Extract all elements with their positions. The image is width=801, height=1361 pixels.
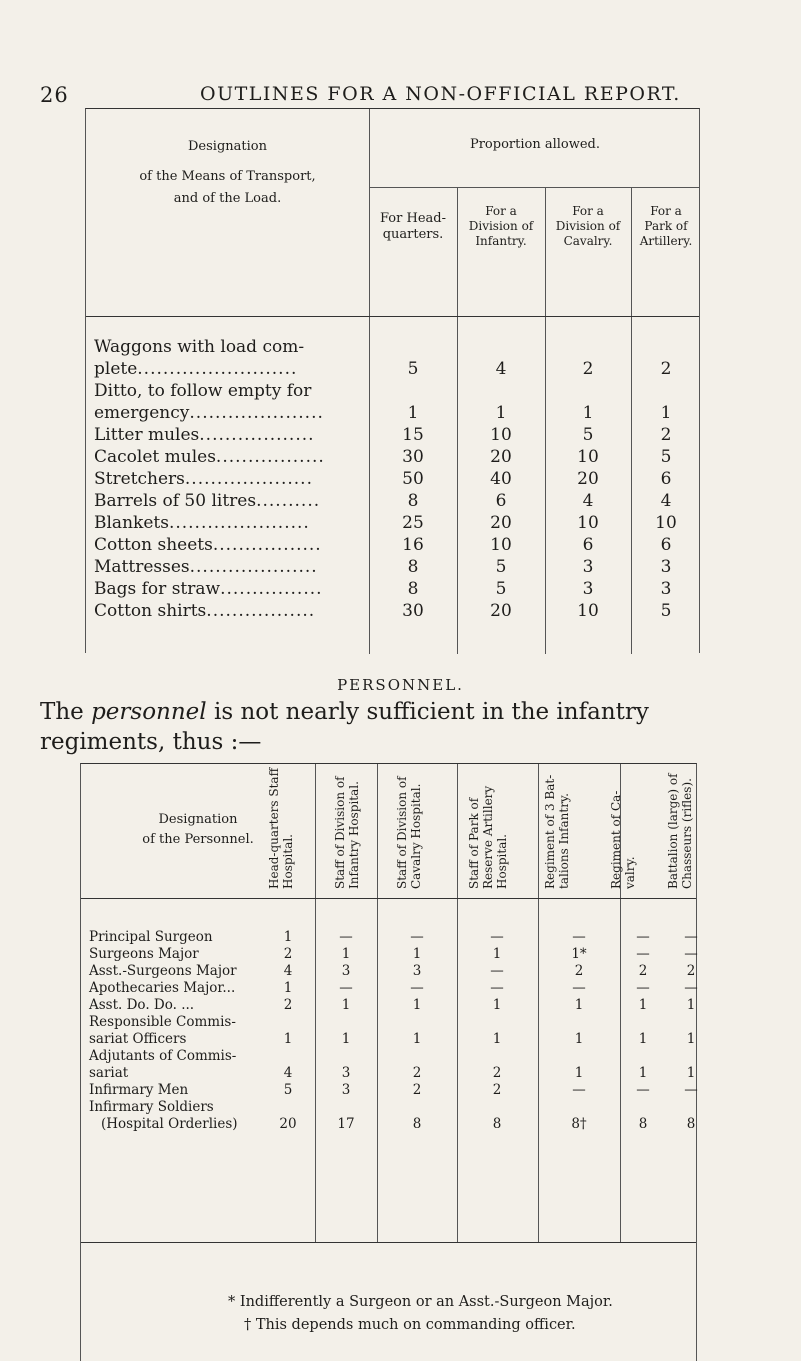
- transport-value: 30: [402, 447, 424, 467]
- personnel-value: 2: [283, 946, 293, 962]
- personnel-row-label: Asst. Do. Do. ...: [89, 997, 195, 1013]
- footnote-2: † This depends much on commanding officer.: [244, 1317, 576, 1333]
- personnel-value: 1: [283, 1031, 293, 1047]
- personnel-value: 8: [492, 1116, 502, 1132]
- designation-header-1: Designation: [188, 139, 267, 154]
- transport-row-label: Mattresses....................: [94, 557, 318, 577]
- personnel-value: —: [636, 946, 650, 962]
- personnel-col-header: Cavalry Hospital.: [409, 783, 423, 889]
- personnel-col-header: Regiment of 3 Bat-: [543, 774, 557, 889]
- leader-dots: .................: [206, 601, 316, 621]
- transport-value: 6: [660, 535, 672, 555]
- personnel-value: —: [490, 963, 504, 979]
- personnel-row-label: Infirmary Soldiers: [89, 1099, 214, 1115]
- col-hq-1: For Head-: [380, 211, 446, 226]
- transport-value: 8: [407, 579, 419, 599]
- transport-row-label: Blankets......................: [94, 513, 310, 533]
- transport-value: 30: [402, 601, 424, 621]
- col-art-1: For a: [650, 204, 682, 218]
- transport-value: 20: [490, 447, 512, 467]
- personnel-value: 2: [283, 997, 293, 1013]
- proportion-header: Proportion allowed.: [469, 137, 601, 152]
- personnel-value: 2: [638, 963, 648, 979]
- personnel-value: 1: [686, 1031, 696, 1047]
- transport-value: 4: [660, 491, 672, 511]
- personnel-value: 1: [412, 946, 422, 962]
- transport-value: 10: [490, 425, 512, 445]
- personnel-value: 2: [492, 1082, 502, 1098]
- personnel-col-header: Staff of Park of: [467, 797, 481, 889]
- personnel-value: —: [490, 980, 504, 996]
- personnel-col-header: Reserve Artillery: [481, 785, 495, 889]
- transport-value: 1: [582, 403, 594, 423]
- personnel-table: [80, 763, 697, 1361]
- personnel-row-label: Surgeons Major: [89, 946, 199, 962]
- personnel-value: —: [684, 929, 698, 945]
- transport-row-label: Cacolet mules.................: [94, 447, 325, 467]
- personnel-value: —: [684, 946, 698, 962]
- personnel-value: 1: [574, 997, 584, 1013]
- personnel-value: 1: [638, 997, 648, 1013]
- transport-row-label: Barrels of 50 litres..........: [94, 491, 321, 511]
- transport-value: 3: [582, 579, 594, 599]
- transport-value: 25: [402, 513, 424, 533]
- transport-row-label: Stretchers....................: [94, 469, 313, 489]
- personnel-value: 4: [283, 963, 293, 979]
- personnel-row-label: Asst.-Surgeons Major: [89, 963, 237, 979]
- transport-value: 10: [655, 513, 677, 533]
- transport-value: 20: [490, 513, 512, 533]
- personnel-value: 1: [412, 997, 422, 1013]
- col-cav-2: Division of: [555, 219, 621, 233]
- col-art-3: Artillery.: [639, 234, 693, 248]
- transport-value: 5: [582, 425, 594, 445]
- transport-value: 5: [660, 447, 672, 467]
- personnel-value: —: [410, 929, 424, 945]
- transport-value: 5: [407, 359, 419, 379]
- col-hq-2: quarters.: [382, 227, 444, 242]
- col-inf-3: Infantry.: [475, 234, 527, 248]
- transport-value: 20: [577, 469, 599, 489]
- transport-value: 10: [577, 447, 599, 467]
- transport-value: 1: [660, 403, 672, 423]
- leader-dots: .....................: [189, 403, 324, 423]
- personnel-col-header: Head-quarters Staff: [267, 767, 281, 889]
- personnel-value: —: [490, 929, 504, 945]
- transport-value: 6: [582, 535, 594, 555]
- personnel-value: 1: [492, 1031, 502, 1047]
- personnel-col-header: Hospital.: [495, 834, 509, 889]
- personnel-value: 4: [283, 1065, 293, 1081]
- personnel-value: 5: [283, 1082, 293, 1098]
- personnel-value: —: [572, 1082, 586, 1098]
- personnel-value: —: [572, 929, 586, 945]
- personnel-value: 1: [492, 946, 502, 962]
- leader-dots: ................: [220, 579, 323, 599]
- personnel-row-label: Apothecaries Major...: [89, 980, 236, 996]
- transport-value: 4: [495, 359, 507, 379]
- transport-value: 16: [402, 535, 424, 555]
- personnel-row-label: sariat: [89, 1065, 129, 1081]
- col-cav-1: For a: [572, 204, 604, 218]
- col-inf-2: Division of: [468, 219, 534, 233]
- transport-value: 5: [660, 601, 672, 621]
- personnel-row-label: Principal Surgeon: [89, 929, 213, 945]
- personnel-row-label: Adjutants of Commis-: [89, 1048, 237, 1064]
- transport-value: 10: [490, 535, 512, 555]
- transport-value: 40: [490, 469, 512, 489]
- transport-value: 5: [495, 579, 507, 599]
- personnel-value: —: [339, 980, 353, 996]
- personnel-col-header: Infantry Hospital.: [347, 781, 361, 889]
- personnel-col-header: Staff of Division of: [395, 776, 409, 889]
- running-title: OUTLINES FOR A NON-OFFICIAL REPORT.: [200, 83, 681, 105]
- transport-value: 1: [495, 403, 507, 423]
- transport-row-label: Ditto, to follow empty for: [94, 381, 312, 401]
- personnel-value: 1: [492, 997, 502, 1013]
- paragraph-text-start: The: [40, 699, 92, 725]
- personnel-value: 1: [412, 1031, 422, 1047]
- col-art-2: Park of: [644, 219, 688, 233]
- personnel-col-header: Battalion (large) of: [666, 773, 680, 889]
- personnel-value: 1*: [571, 946, 587, 962]
- personnel-value: 8: [412, 1116, 422, 1132]
- personnel-value: 8: [686, 1116, 696, 1132]
- transport-value: 2: [660, 359, 672, 379]
- personnel-value: 8†: [571, 1116, 587, 1132]
- personnel-value: —: [636, 929, 650, 945]
- personnel-designation-1: Designation: [158, 812, 238, 827]
- personnel-row-label: Infirmary Men: [89, 1082, 189, 1098]
- personnel-value: 2: [412, 1082, 422, 1098]
- personnel-value: 2: [492, 1065, 502, 1081]
- personnel-col-header: talions Infantry.: [557, 793, 571, 889]
- transport-value: 8: [407, 491, 419, 511]
- leader-dots: .................: [215, 447, 325, 467]
- personnel-col-header: Chasseurs (rifles).: [680, 778, 694, 889]
- personnel-designation-2: of the Personnel.: [142, 832, 254, 847]
- personnel-col-header: Staff of Division of: [333, 776, 347, 889]
- personnel-value: 1: [574, 1065, 584, 1081]
- personnel-value: —: [339, 929, 353, 945]
- transport-value: 3: [582, 557, 594, 577]
- personnel-value: —: [684, 1082, 698, 1098]
- transport-value: 2: [582, 359, 594, 379]
- section-title: PERSONNEL.: [337, 676, 464, 694]
- personnel-col-header: Regiment of Ca-: [609, 790, 623, 889]
- leader-dots: ....................: [184, 469, 313, 489]
- personnel-value: —: [636, 1082, 650, 1098]
- personnel-col-header: valry.: [623, 856, 637, 889]
- personnel-value: 3: [412, 963, 422, 979]
- personnel-value: 1: [341, 1031, 351, 1047]
- personnel-value: 3: [341, 1082, 351, 1098]
- footnote-1: * Indifferently a Surgeon or an Asst.-Surgeon Major.: [228, 1294, 613, 1310]
- transport-row-label: Litter mules..................: [94, 425, 315, 445]
- transport-value: 2: [660, 425, 672, 445]
- paragraph-emphasis: personnel: [91, 699, 207, 725]
- transport-table: [85, 108, 700, 653]
- personnel-value: 1: [686, 997, 696, 1013]
- personnel-value: —: [684, 980, 698, 996]
- transport-value: 5: [495, 557, 507, 577]
- paragraph-text-end: is not nearly sufficient in the infantry regiments, thus :—: [40, 699, 649, 755]
- transport-value: 8: [407, 557, 419, 577]
- personnel-value: 1: [283, 929, 293, 945]
- leader-dots: ..........: [256, 491, 321, 511]
- transport-value: 6: [660, 469, 672, 489]
- personnel-value: 8: [638, 1116, 648, 1132]
- personnel-value: 1: [574, 1031, 584, 1047]
- personnel-value: 1: [341, 997, 351, 1013]
- leader-dots: .................: [212, 535, 322, 555]
- personnel-value: 2: [574, 963, 584, 979]
- leader-dots: ....................: [189, 557, 318, 577]
- personnel-value: 1: [638, 1065, 648, 1081]
- designation-header-3: and of the Load.: [173, 191, 282, 206]
- leader-dots: .........................: [137, 359, 298, 379]
- transport-value: 50: [402, 469, 424, 489]
- designation-header-2: of the Means of Transport,: [139, 169, 316, 184]
- transport-value: 20: [490, 601, 512, 621]
- personnel-value: —: [636, 980, 650, 996]
- personnel-value: 1: [638, 1031, 648, 1047]
- personnel-value: 2: [686, 963, 696, 979]
- transport-row-label: emergency.....................: [94, 403, 324, 423]
- transport-row-label: Bags for straw................: [94, 579, 323, 599]
- transport-value: 1: [407, 403, 419, 423]
- transport-value: 3: [660, 579, 672, 599]
- personnel-value: 20: [279, 1116, 297, 1132]
- transport-value: 3: [660, 557, 672, 577]
- transport-value: 6: [495, 491, 507, 511]
- transport-row-label: Cotton shirts.................: [94, 601, 316, 621]
- transport-row-label: Waggons with load com-: [94, 337, 305, 357]
- leader-dots: ......................: [168, 513, 310, 533]
- personnel-value: 2: [412, 1065, 422, 1081]
- transport-value: 10: [577, 513, 599, 533]
- personnel-value: 1: [283, 980, 293, 996]
- transport-row-label: plete.........................: [94, 359, 298, 379]
- personnel-col-header: Hospital.: [281, 834, 295, 889]
- transport-row-label: Cotton sheets.................: [94, 535, 322, 555]
- personnel-value: 3: [341, 963, 351, 979]
- personnel-value: —: [572, 980, 586, 996]
- paragraph: [40, 697, 740, 757]
- personnel-value: 3: [341, 1065, 351, 1081]
- personnel-row-label: sariat Officers: [89, 1031, 187, 1047]
- col-cav-3: Cavalry.: [563, 234, 613, 248]
- transport-value: 4: [582, 491, 594, 511]
- personnel-value: 17: [337, 1116, 355, 1132]
- personnel-value: —: [410, 980, 424, 996]
- leader-dots: ..................: [199, 425, 315, 445]
- personnel-value: 1: [341, 946, 351, 962]
- page-number: 26: [40, 83, 69, 107]
- col-inf-1: For a: [485, 204, 517, 218]
- personnel-row-label: Responsible Commis-: [89, 1014, 236, 1030]
- personnel-value: 1: [686, 1065, 696, 1081]
- transport-value: 15: [402, 425, 424, 445]
- transport-value: 10: [577, 601, 599, 621]
- personnel-row-label: (Hospital Orderlies): [101, 1116, 238, 1132]
